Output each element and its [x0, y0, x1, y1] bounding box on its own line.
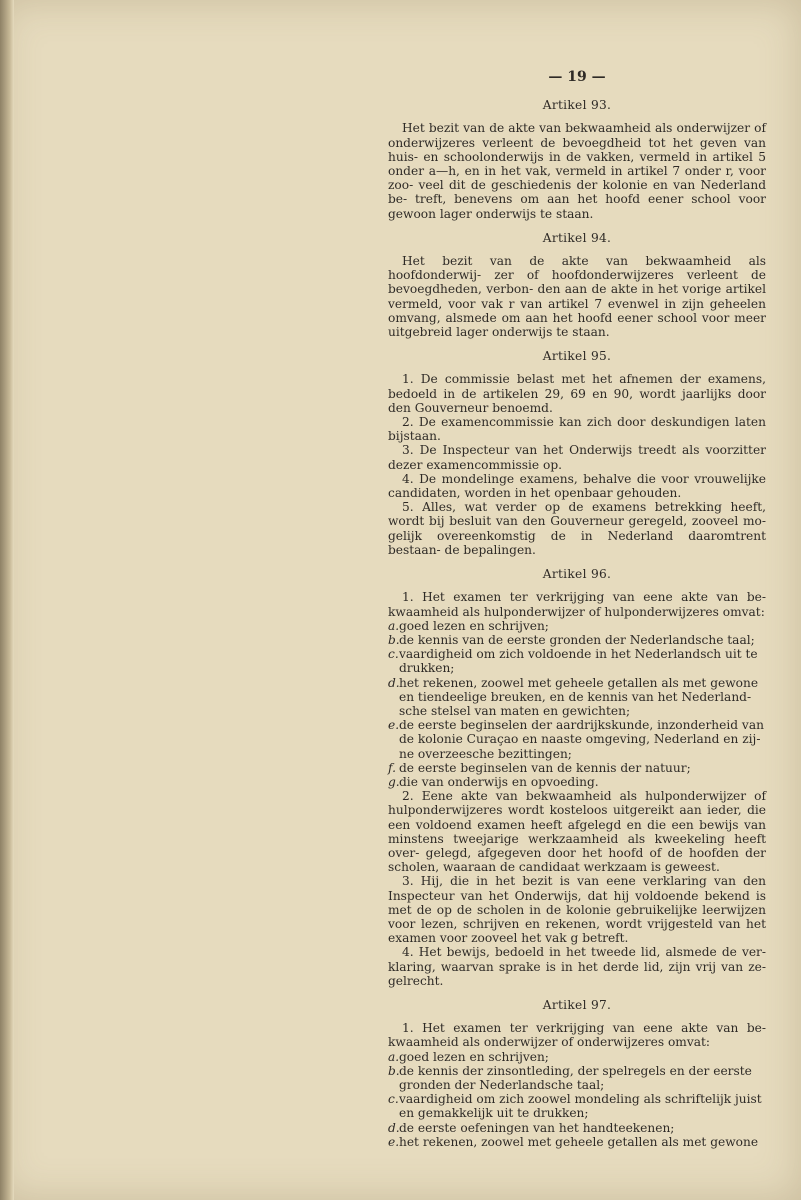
item-text: de eerste beginselen der aardrijkskunde, inzonderheid van de kolonie Curaçao en naaste omgeving, Nederland en zij- ne overzeesche bezittingen;: [399, 718, 764, 761]
item-letter: e.: [388, 1134, 400, 1149]
article-paragraph: 2. De examencommissie kan zich door deskundigen laten bijstaan.: [388, 415, 766, 444]
article-heading: Artikel 96.: [542, 567, 612, 582]
list-item: [388, 718, 766, 761]
list-item: [388, 1050, 766, 1064]
item-letter: e.: [388, 718, 400, 733]
list-item: [388, 619, 766, 633]
item-text: de eerste beginselen van de kennis der natuur;: [399, 760, 691, 775]
item-letter: a.: [388, 618, 400, 633]
list-item: [388, 761, 766, 775]
article-paragraph: 4. De mondelinge examens, behalve die voor vrouwelijke candidaten, worden in het openbaar gehouden.: [388, 471, 766, 501]
item-letter: d.: [388, 1120, 400, 1135]
article-paragraph: 5. Alles, wat verder op de examens betrekking heeft, wordt bij besluit van den Gouverneur geregeld, zooveel mo- gelijk overeenkomstig de in Nederland daaromtrent bestaan- de bepalingen.: [388, 500, 766, 557]
list-item: [388, 775, 766, 789]
article-93: [388, 98, 766, 221]
list-item: [388, 1121, 766, 1135]
article-paragraph: 2. Eene akte van bekwaamheid als hulponderwijzer of hulponderwijzeres wordt kosteloos uitgereikt aan ieder, die een voldoend examen heeft afgelegd en die een bewijs van minstens tweejarige werkzaamheid als kweekeling heeft over- gelegd, afgegeven door het hoofd of de hoofden der scholen, waaraan de candidaat werkzaam is geweest.: [388, 789, 766, 875]
item-letter: f.: [388, 760, 396, 775]
article-heading: Artikel 93.: [542, 98, 612, 113]
item-text: vaardigheid om zich zoowel mondeling als schriftelijk juist en gemakkelijk uit te drukken;: [399, 1092, 762, 1121]
article-95: [388, 349, 766, 557]
article-heading: Artikel 97.: [542, 997, 612, 1012]
list-item: [388, 1135, 766, 1149]
item-text: de kennis van de eerste gronden der Nederlandsche taal;: [399, 632, 755, 647]
item-text: het rekenen, zoowel met geheele getallen als met gewone: [399, 1134, 759, 1149]
article-paragraph: Het bezit van de akte van bekwaamheid als onderwijzer of onderwijzeres verleent de bevoegdheid tot het geven van huis- en schoolonderwijs in de vakken, vermeld in artikel 5 onder a—h, en in het vak, vermeld in artikel 7 onder r, voor zoo- veel dit de geschiedenis der kolonie en van Nederland be- treft, benevens om aan het hoofd eener school voor gewoon lager onderwijs te staan.: [388, 121, 766, 221]
article-paragraph: Het bezit van de akte van bekwaamheid als hoofdonderwij- zer of hoofdonderwijzeres verleent de bevoegdheden, verbon- den aan de akte in het vorige artikel vermeld, voor vak r van artikel 7 evenwel in zijn geheelen omvang, alsmede om aan het hoofd eener school voor meer uitgebreid lager onderwijs te staan.: [388, 254, 766, 340]
item-text: de eerste oefeningen van het handteekenen;: [399, 1120, 675, 1135]
item-letter: a.: [388, 1049, 400, 1064]
article-paragraph: 1. Het examen ter verkrijging van eene akte van be- kwaamheid als onderwijzer of onderwijzeres omvat:: [388, 1021, 766, 1050]
list-item: [388, 676, 766, 719]
item-text: de kennis der zinsontleding, der spelregels en der eerste gronden der Nederlandsche taal;: [399, 1063, 752, 1092]
list-item: [388, 633, 766, 647]
binding-gutter: [0, 0, 14, 1200]
item-letter: g.: [388, 774, 400, 789]
item-text: goed lezen en schrijven;: [399, 1049, 549, 1064]
item-letter: b.: [388, 632, 400, 647]
item-letter: c.: [388, 647, 399, 662]
article-paragraph: 3. Hij, die in het bezit is van eene verklaring van den Inspecteur van het Onderwijs, dat hij voldoende bekend is met de op de scholen in de kolonie gebruikelijke leerwijzen voor lezen, schrijven en rekenen, wordt vrijgesteld van het examen voor zooveel het vak g betreft.: [388, 874, 766, 946]
article-paragraph: 1. De commissie belast met het afnemen der examens, bedoeld in de artikelen 29, 69 en 90, wordt jaarlijks door den Gouverneur benoemd.: [388, 372, 766, 415]
article-97: [388, 998, 766, 1149]
article-heading: Artikel 95.: [542, 349, 612, 364]
list-item: [388, 647, 766, 675]
text-column: [388, 70, 766, 1149]
item-text: vaardigheid om zich voldoende in het Nederlandsch uit te drukken;: [399, 647, 758, 676]
list-item: [388, 1064, 766, 1092]
item-letter: d.: [388, 675, 400, 690]
article-96: [388, 567, 766, 988]
article-paragraph: 3. De Inspecteur van het Onderwijs treedt als voorzitter dezer examencommissie op.: [388, 443, 766, 472]
article-paragraph: 1. Het examen ter verkrijging van eene akte van be- kwaamheid als hulponderwijzer of hulponderwijzeres omvat:: [388, 590, 766, 619]
item-text: die van onderwijs en opvoeding.: [399, 774, 599, 789]
page-number: — 19 —: [548, 69, 606, 85]
article-94: [388, 231, 766, 339]
article-heading: Artikel 94.: [542, 230, 612, 245]
item-letter: c.: [388, 1092, 399, 1107]
item-text: het rekenen, zoowel met geheele getallen als met gewone en tiendeelige breuken, en de kennis van het Nederland- sche stelsel van maten en gewichten;: [399, 675, 759, 718]
list-item: [388, 1092, 766, 1120]
article-paragraph: 4. Het bewijs, bedoeld in het tweede lid, alsmede de ver- klaring, waarvan sprake is in het derde lid, zijn vrij van ze- gelrecht.: [388, 945, 766, 988]
item-text: goed lezen en schrijven;: [399, 618, 549, 633]
item-letter: b.: [388, 1063, 400, 1078]
